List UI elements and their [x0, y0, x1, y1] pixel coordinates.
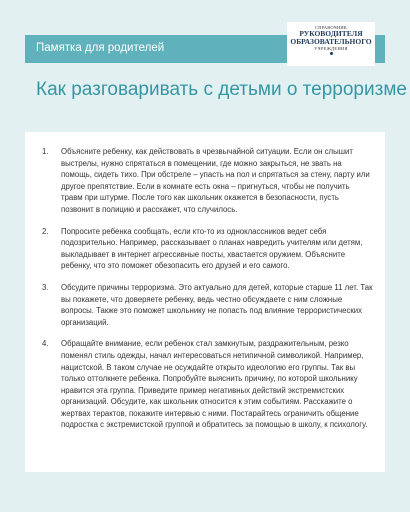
- list-item: [39, 282, 373, 328]
- header-label: Памятка для родителей: [36, 42, 165, 54]
- item-number: 2.: [42, 226, 49, 236]
- list-item: [39, 226, 373, 272]
- item-number: 1.: [42, 147, 49, 156]
- logo-top-text: СПРАВОЧНИК: [315, 25, 347, 30]
- list-item: [39, 146, 373, 216]
- publisher-logo: [287, 22, 375, 66]
- logo-dot-icon: [330, 52, 333, 55]
- logo-bottom-text: УЧРЕЖДЕНИЯ: [314, 46, 348, 51]
- content-card: [25, 132, 385, 472]
- page-title: Как разговаривать с детьми о терроризме: [36, 79, 407, 100]
- item-text: Попросите ребенка сообщать, если кто-то из одноклассников ведет себя подозрительно. Например, рассказывает о планах навредить учителям или детям, выкладывает в интернет агрессивные посты, хвастается оружием. Объясните ребенку, что это поможет обезопасить его друзей и его самого.: [61, 226, 363, 271]
- logo-line2: ОБРАЗОВАТЕЛЬНОГО: [290, 37, 372, 46]
- item-number: 4.: [42, 339, 49, 349]
- item-text: Обращайте внимание, если ребенок стал замкнутым, раздражительным, резко поменял стиль одежды, начал интересоваться нетипичной символикой. Например, нацистской. В таком случае не осуждайте открыто идеологию его группы. Так вы только оттолкнете ребенка. Попробуйте выяснить причину, по которой школьнику нравится эта группа. Приведите пример негативных действий экстремистских организаций. Обсудите, как школьник относится к этим событиям. Расскажите о жертвах терактов, покажите интервью с ними. Постарайтесь ограничить общение подростка с экстремистской группой и обратитесь за помощью в школу, к психологу.: [61, 339, 368, 430]
- item-text: Объясните ребенку, как действовать в чрезвычайной ситуации. Если он слышит выстрелы, нужно спрятаться в помещении, где можно закрыться, не звать на помощь, сидеть тихо. При обстреле – упасть на пол и спрятаться за стену, парту или другое препятствие. Если в комнате есть окна – пригнуться, чтобы не получить травм при штурме. После того как школьник окажется в безопасности, пусть позвонит в полицию и расскажет, что случилось.: [61, 147, 370, 214]
- logo-line1: РУКОВОДИТЕЛЯ: [299, 29, 363, 38]
- item-number: 3.: [42, 282, 49, 292]
- item-text: Обсудите причины терроризма. Это актуально для детей, которые старше 11 лет. Так вы покажете, что доверяете ребенку, ведь честно обсуждаете с ним сложные вопросы. Также это поможет школьнику не попасть под влияние террористических организаций.: [61, 282, 373, 327]
- list-item: [39, 338, 373, 431]
